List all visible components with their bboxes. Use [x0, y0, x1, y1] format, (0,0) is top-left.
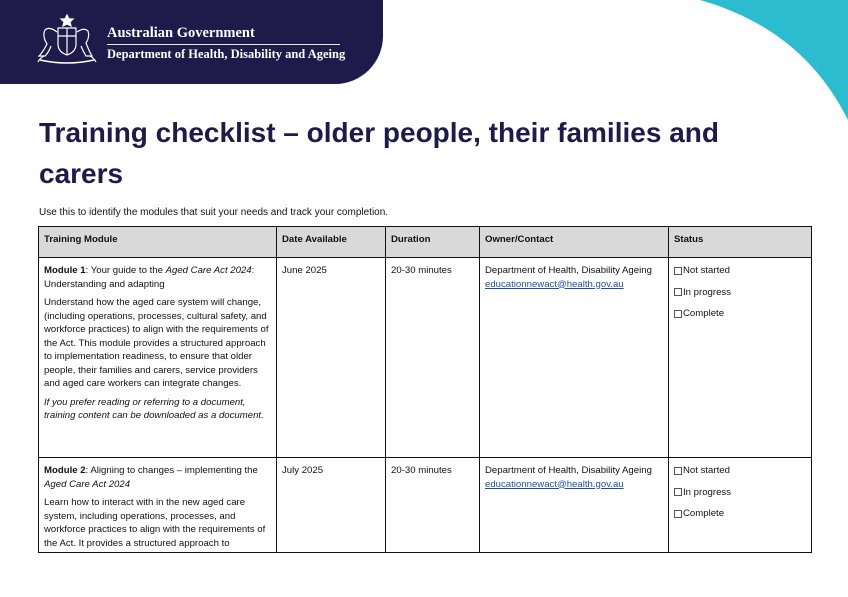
status-label: In progress — [683, 486, 731, 498]
module-title — [44, 464, 271, 491]
training-checklist-table — [38, 226, 812, 553]
status-label: In progress — [683, 286, 731, 298]
checkbox-complete[interactable] — [674, 310, 682, 318]
status-complete[interactable] — [674, 507, 806, 521]
header-divider — [107, 44, 340, 45]
status-not-started[interactable] — [674, 464, 806, 478]
module-title-text: : Aligning to changes – implementing the — [85, 465, 258, 476]
module-note: If you prefer reading or referring to a document, training content can be downloaded as a document. — [44, 396, 264, 421]
module-description: Understand how the aged care system will change, (including operations, processes, cultural safety, and workforce practices) to align with the requirements of the Act. This module provides a structured approach to implementation readiness, to ensure that older people, their families and carers, service providers and aged care workers can integrate changes. — [44, 297, 269, 389]
column-header-duration: Duration — [386, 227, 480, 258]
contact-email-link[interactable]: educationnewact@health.gov.au — [485, 478, 624, 490]
module-title — [44, 264, 271, 291]
checkbox-not-started[interactable] — [674, 467, 682, 475]
module-label: Module 1 — [44, 265, 86, 276]
intro-text: Use this to identify the modules that suit your needs and track your completion. — [39, 207, 389, 218]
owner-contact-cell — [480, 258, 669, 458]
page-title: Training checklist – older people, their families and carers — [39, 117, 719, 189]
table-header-row — [39, 227, 812, 258]
module-title-suffix: : Understanding and adapting — [44, 265, 255, 290]
status-label: Not started — [683, 265, 730, 276]
government-banner — [0, 0, 383, 84]
status-label: Not started — [683, 465, 730, 476]
status-label: Complete — [683, 308, 725, 319]
module-title-text: : Your guide to the — [85, 265, 166, 276]
status-cell — [669, 458, 812, 553]
department-name: Department of Health, Disability and Ageing — [107, 47, 346, 61]
status-complete[interactable] — [674, 307, 806, 321]
column-header-status: Status — [669, 227, 812, 258]
owner-name: Department of Health, Disability Ageing — [485, 465, 652, 476]
module-cell — [39, 458, 277, 553]
act-name: Aged Care Act 2024 — [44, 478, 131, 490]
module-description: Learn how to interact with in the new aged care system, including operations, processes, and workforce practices to align with the requirements of the Act. It provides a structured approach to — [44, 497, 266, 548]
column-header-owner-contact: Owner/Contact — [480, 227, 669, 258]
contact-email-link[interactable]: educationnewact@health.gov.au — [485, 278, 624, 290]
column-header-date-available: Date Available — [277, 227, 386, 258]
date-available-cell: July 2025 — [277, 458, 386, 553]
checkbox-in-progress[interactable] — [674, 288, 682, 296]
date-available-cell: June 2025 — [277, 258, 386, 458]
duration-cell: 20-30 minutes — [386, 258, 480, 458]
table-row — [39, 258, 812, 458]
checkbox-complete[interactable] — [674, 510, 682, 518]
table-row — [39, 458, 812, 553]
coat-of-arms-icon — [34, 12, 100, 66]
owner-contact-cell — [480, 458, 669, 553]
module-label: Module 2 — [44, 465, 86, 476]
government-name: Australian Government — [107, 25, 255, 41]
status-in-progress[interactable] — [674, 286, 806, 300]
duration-cell: 20-30 minutes — [386, 458, 480, 553]
status-not-started[interactable] — [674, 264, 806, 278]
status-in-progress[interactable] — [674, 486, 806, 500]
module-cell — [39, 258, 277, 458]
module-cell-content — [44, 464, 271, 548]
checkbox-in-progress[interactable] — [674, 488, 682, 496]
owner-name: Department of Health, Disability Ageing — [485, 265, 652, 276]
status-cell — [669, 258, 812, 458]
act-name: Aged Care Act 2024 — [165, 265, 252, 276]
column-header-training-module: Training Module — [39, 227, 277, 258]
status-label: Complete — [683, 508, 725, 519]
checkbox-not-started[interactable] — [674, 267, 682, 275]
